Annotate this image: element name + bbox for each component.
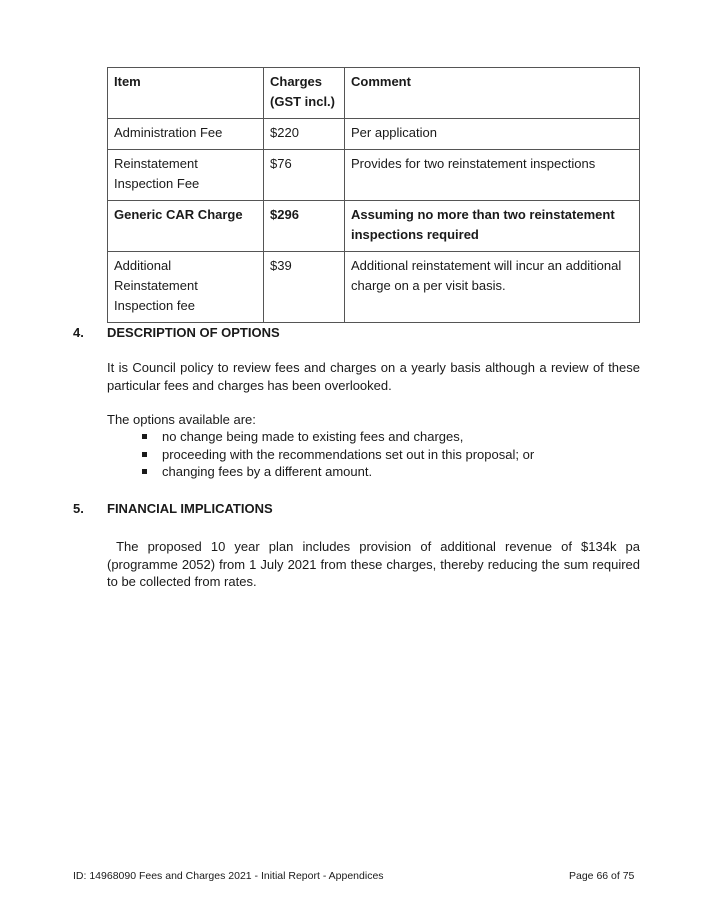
header-item: Item xyxy=(108,68,264,119)
cell-item: Administration Fee xyxy=(108,119,264,150)
fees-table xyxy=(107,67,640,323)
cell-comment: Provides for two reinstatement inspections xyxy=(345,150,640,201)
cell-item: Generic CAR Charge xyxy=(108,201,264,252)
table-row xyxy=(108,150,640,201)
table-header-row xyxy=(108,68,640,119)
list-item xyxy=(107,446,534,464)
section-4-title: DESCRIPTION OF OPTIONS xyxy=(107,325,280,340)
cell-comment: Per application xyxy=(345,119,640,150)
header-charges: Charges (GST incl.) xyxy=(264,68,345,119)
option-text: no change being made to existing fees and charges, xyxy=(162,429,464,444)
bullet-icon xyxy=(142,469,147,474)
options-list xyxy=(107,428,534,481)
cell-comment: Assuming no more than two reinstatement inspections required xyxy=(345,201,640,252)
options-intro: The options available are: xyxy=(107,412,256,427)
cell-charges: $39 xyxy=(264,252,345,323)
bullet-icon xyxy=(142,452,147,457)
section-4-paragraph: It is Council policy to review fees and charges on a yearly basis although a review of these particular fees and charges has been overlooked. xyxy=(107,360,640,393)
section-5-number: 5. xyxy=(73,501,84,516)
footer-document-id: ID: 14968090 Fees and Charges 2021 - Initial Report - Appendices xyxy=(73,870,384,882)
section-5-paragraph: The proposed 10 year plan includes provision of additional revenue of $134k pa (programme 2052) from 1 July 2021 from these charges, thereby reducing the sum required to be collected from rates. xyxy=(107,539,644,589)
section-5-title: FINANCIAL IMPLICATIONS xyxy=(107,501,273,516)
cell-charges: $296 xyxy=(264,201,345,252)
bullet-icon xyxy=(142,434,147,439)
table-row xyxy=(108,252,640,323)
cell-charges: $76 xyxy=(264,150,345,201)
option-text: proceeding with the recommendations set out in this proposal; or xyxy=(162,446,535,462)
table-row xyxy=(108,201,640,252)
option-text: changing fees by a different amount. xyxy=(162,464,373,479)
list-item xyxy=(107,463,534,481)
cell-charges: $220 xyxy=(264,119,345,150)
section-4-number: 4. xyxy=(73,325,84,340)
cell-item: Reinstatement Inspection Fee xyxy=(108,150,264,201)
footer-page-number: Page 66 of 75 xyxy=(569,870,635,882)
header-comment: Comment xyxy=(345,68,640,119)
table-row xyxy=(108,119,640,150)
cell-item: Additional Reinstatement Inspection fee xyxy=(108,252,264,323)
cell-comment: Additional reinstatement will incur an additional charge on a per visit basis. xyxy=(345,252,640,323)
list-item xyxy=(107,428,534,446)
